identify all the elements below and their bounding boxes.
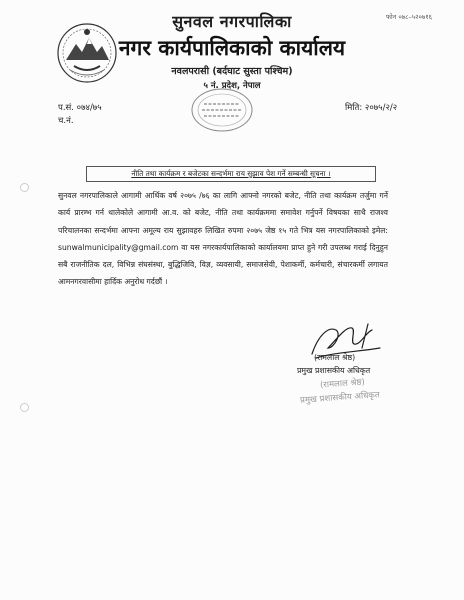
dispatch-number: च.नं. <box>58 116 74 126</box>
signatory-name: (रामलाल श्रेष्ठ) <box>314 353 356 362</box>
official-stamp-icon <box>186 84 258 136</box>
seal-title: प्रमुख प्रशासकीय अधिकृत <box>299 390 381 406</box>
body-text-before-email: सुनवल नगरपालिकाले आगामी आर्थिक वर्ष २०७५ /७६ का लागि आफ्नो नगरको बजेट, नीति तथा कार्यक्रम तर्जुमा गर्ने कार्य प्रारम्भ गर्न थालेकोले आगामी आ.व. को बजेट, नीति तथा कार्यक्रममा समावेश गर्नुपर्ने विषयका साथै राजश्व परिचालनका सन्दर्भमा आफ्ना अमूल्य राय सुझावहरु लिखित रुपमा २०७५ जेष्ठ १५ गते भित्र यस नगरपालिकाको इमेल: <box>58 191 388 235</box>
body-text-after-email: वा यस नगरकार्यपालिकाको कार्यालयमा प्राप्त हुने गरी उपलब्ध गराई दिनुहुन सबै राजनीतिक दल, विभिन्न संघसंस्था, बुद्धिजिवि, विज्ञ, व्यवसायी, समाजसेवी, पेशाकर्मी, कर्मचारी, संचारकर्मी लगायत आमनगरवासीमा हार्दिक अनुरोध गर्दछौं । <box>58 242 388 287</box>
seal-name: (रामलाल श्रेष्ठ) <box>319 377 366 391</box>
office-location: नवलपरासी (बर्दघाट सुस्ता पश्चिम) <box>171 66 293 77</box>
office-name: नगर कार्यपालिकाको कार्यालय <box>118 36 346 60</box>
office-province: ५ नं. प्रदेश, नेपाल <box>203 81 261 91</box>
email-address: sunwalmunicipality@gmail.com <box>58 242 179 252</box>
notice-body <box>58 187 388 291</box>
reference-number: प.सं. ०७४/७५ <box>58 103 102 113</box>
phone-number: फोन ०७८–५२०७१६ <box>385 13 432 21</box>
subject-box <box>86 166 376 182</box>
subject-line: नीति तथा कार्यक्रम र बजेटका सन्दर्भमा राय सुझाव पेश गर्ने सम्बन्धी सूचना । <box>131 169 331 178</box>
signatory-title: प्रमुख प्रशासकीय अधिकृत <box>297 366 371 375</box>
municipality-name: सुनवल नगरपालिका <box>172 12 292 31</box>
punch-hole <box>20 403 29 412</box>
letter-date: मिति: २०७५/२/२ <box>345 103 398 113</box>
punch-hole <box>20 183 29 192</box>
